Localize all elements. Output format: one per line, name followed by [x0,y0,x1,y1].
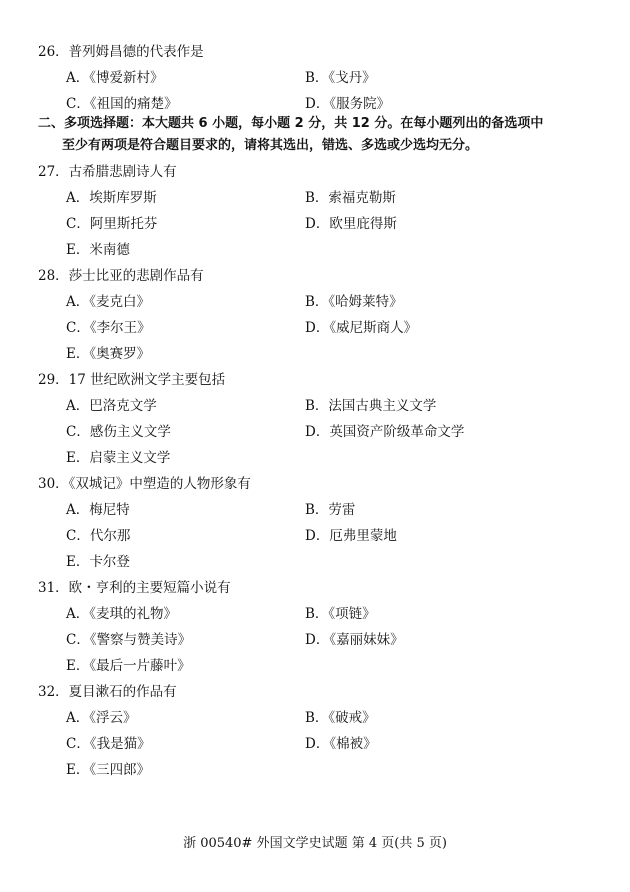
question-28-option-e: E．《奥赛罗》 [66,346,151,362]
question-27-stem: 27．古希腊悲剧诗人有 [38,164,177,180]
question-27-option-d: D．欧里庇得斯 [305,216,397,232]
section-2-line-1: 二、多项选择题：本大题共 6 小题，每小题 2 分，共 12 分。在每小题列出的备选项中 [38,116,544,131]
question-26-option-a: A．《博爱新村》 [66,70,164,86]
question-27-option-b: B．索福克勒斯 [305,190,396,206]
section-2-line-2: 至少有两项是符合题目要求的，请将其选出，错选、多选或少选均无分。 [62,138,479,153]
question-30-option-b: B．劳雷 [305,502,356,518]
question-32-option-d: D．《棉被》 [305,736,377,752]
question-31-option-d: D．《嘉丽妹妹》 [305,632,404,648]
question-31-option-c: C．《警察与赞美诗》 [66,632,192,648]
question-28-option-a: A．《麦克白》 [66,294,150,310]
section-2-instructions [38,113,598,157]
question-29-option-e: E．启蒙主义文学 [66,450,171,466]
question-31-option-e: E．《最后一片藤叶》 [66,658,191,674]
question-30-option-a: A．梅尼特 [66,502,130,518]
question-26-option-c: C．《祖国的痛楚》 [66,96,178,112]
question-27-option-e: E．米南德 [66,242,130,258]
question-32-option-b: B．《破戒》 [305,710,376,726]
question-26-option-b: B．《戈丹》 [305,70,376,86]
question-31-option-a: A．《麦琪的礼物》 [66,606,177,622]
question-28-option-c: C．《李尔王》 [66,320,151,336]
question-32-option-e: E．《三四郎》 [66,762,151,778]
question-28-stem: 28．莎士比亚的悲剧作品有 [38,268,204,284]
question-26-stem: 26．普列姆昌德的代表作是 [38,44,204,60]
question-27-option-c: C．阿里斯托芬 [66,216,158,232]
question-29-option-b: B．法国古典主义文学 [305,398,437,414]
question-30-option-e: E．卡尔登 [66,554,130,570]
question-29-stem: 29．17 世纪欧洲文学主要包括 [38,372,226,388]
question-30-stem: 30．《双城记》中塑造的人物形象有 [38,476,251,492]
question-29-option-c: C．感伤主义文学 [66,424,171,440]
question-32-option-a: A．《浮云》 [66,710,137,726]
question-32-stem: 32．夏目漱石的作品有 [38,684,177,700]
question-31-stem: 31．欧・亨利的主要短篇小说有 [38,580,231,596]
question-30-option-c: C．代尔那 [66,528,131,544]
question-27-option-a: A．埃斯库罗斯 [66,190,157,206]
question-28-option-b: B．《哈姆莱特》 [305,294,403,310]
page-footer: 浙 00540# 外国文学史试题 第 4 页(共 5 页) [183,836,447,851]
question-26-option-d: D．《服务院》 [305,96,391,112]
question-30-option-d: D．厄弗里蒙地 [305,528,397,544]
question-28-option-d: D．《威尼斯商人》 [305,320,418,336]
question-31-option-b: B．《项链》 [305,606,376,622]
question-29-option-d: D．英国资产阶级革命文学 [305,424,465,440]
question-32-option-c: C．《我是猫》 [66,736,151,752]
question-29-option-a: A．巴洛克文学 [66,398,157,414]
